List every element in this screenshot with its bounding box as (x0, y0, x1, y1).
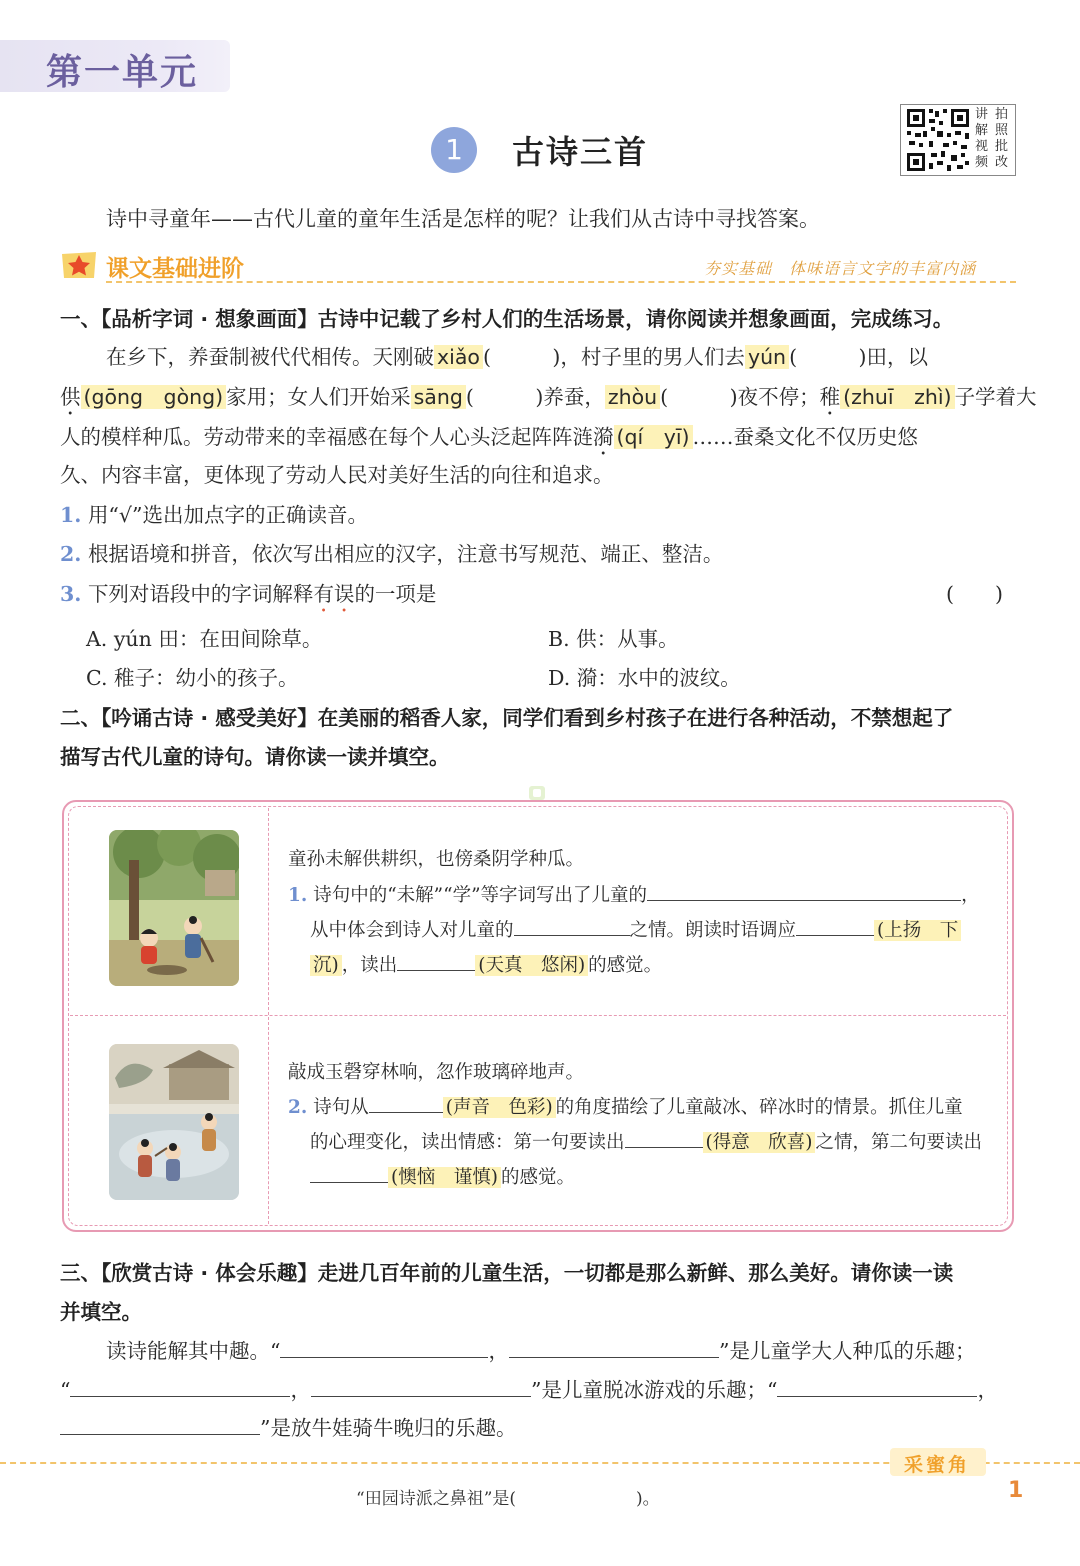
qr-label: 讲解视频 拍照批改 (975, 107, 1009, 170)
section-title: 课文基础进阶 (106, 256, 244, 282)
q2-heading-line-1: 二、【吟诵古诗 · 感受美好】在美丽的稻香人家，同学们看到乡村孩子在进行各种活动，不禁想起了 (60, 706, 954, 730)
illustration-planting (109, 830, 239, 986)
q2-heading-line-2: 描写古代儿童的诗句。请你读一读并填空。 (60, 745, 450, 769)
footer-tag-label: 采蜜角 (904, 1454, 971, 1476)
q3-heading-line-1: 三、【欣赏古诗 · 体会乐趣】走进几百年前的儿童生活，一切都是那么新鲜、那么美好。请你读一读 (60, 1261, 954, 1285)
q2-sub-1-line-1: 1. 诗句中的“未解”“学”等字词写出了儿童的 ， (288, 881, 980, 907)
q1-passage-line-2: 供 (gōng gòng) 家用；女人们开始采 sāng ( )养蚕， zhòu ( )夜不停；稚 (zhuī zhì) 子学着大 (60, 385, 1037, 409)
q2-sub-2-line-3: (懊恼 谨慎) 的感觉。 (310, 1163, 575, 1189)
q3-line-1: 读诗能解其中趣。“ ， ”是儿童学大人种瓜的乐趣； (106, 1334, 975, 1364)
q2-sub-2-line-1: 2. 诗句从 (声音 色彩) 的角度描绘了儿童敲冰、碎冰时的情景。抓住儿童 (288, 1093, 963, 1119)
page-number: 1 (1008, 1478, 1024, 1503)
q2-sub-1-line-3: 沉) ，读出 (天真 悠闲) 的感觉。 (310, 951, 662, 977)
option-c[interactable]: C. 稚子：幼小的孩子。 (86, 666, 299, 690)
poem-line-1: 童孙未解供耕织，也傍桑阴学种瓜。 (288, 849, 585, 870)
option-d[interactable]: D. 漪：水中的波纹。 (548, 666, 741, 690)
q3-heading-line-2: 并填空。 (60, 1300, 142, 1324)
q1-sub-2: 2. 根据语境和拼音，依次写出相应的汉字，注意书写规范、端正、整洁。 (60, 542, 724, 566)
intro-text: 诗中寻童年——古代儿童的童年生活是怎样的呢？让我们从古诗中寻找答案。 (106, 207, 820, 231)
poem-line-2: 敲成玉磬穿林响，忽作玻璃碎地声。 (288, 1062, 585, 1083)
q1-passage-line-3: 人的模样种瓜。劳动带来的幸福感在每个人心头泛起阵阵涟漪 (qí yī) ……蚕桑文化不仅历史悠 (60, 425, 919, 449)
illustration-ice (109, 1044, 239, 1200)
option-a[interactable]: A. yún 田：在田间除草。 (86, 627, 323, 651)
pinyin-yun: yún (745, 345, 789, 369)
q3-line-2: “ ， ”是儿童脱冰游戏的乐趣；“ ， (60, 1373, 998, 1403)
qr-code-icon (905, 107, 971, 173)
answer-paren[interactable]: ( ) (946, 582, 1003, 606)
lesson-number-badge: 1 (431, 127, 477, 173)
q1-passage-line-4: 久、内容丰富，更体现了劳动人民对美好生活的向往和追求。 (60, 463, 614, 487)
q1-sub-3: 3. 下列对语段中的字词解释有误的一项是 (60, 582, 437, 606)
q3-line-3: ”是放牛娃骑牛晚归的乐趣。 (60, 1411, 516, 1441)
poem-box-divider-vertical (268, 808, 269, 1224)
section-divider (106, 281, 1016, 283)
section-subtitle: 夯实基础 体味语言文字的丰富内涵 (704, 259, 977, 278)
option-b[interactable]: B. 供：从事。 (548, 627, 679, 651)
q2-sub-1-line-2: 从中体会到诗人对儿童的 之情。朗读时语调应 (上扬 下 (310, 916, 961, 942)
clip-icon (526, 784, 548, 804)
q1-passage-line-1: 在乡下，养蚕制被代代相传。天刚破 xiǎo ( )，村子里的男人们去 yún ( )田，以 (106, 345, 929, 369)
q1-heading: 一、【品析字词 · 想象画面】古诗中记载了乡村人们的生活场景，请你阅读并想象画面，完成练习。 (60, 307, 954, 331)
footer-question: “田园诗派之鼻祖”是( )。 (356, 1489, 660, 1509)
q2-sub-2-line-2: 的心理变化，读出情感：第一句要读出 (得意 欣喜) 之情，第二句要读出 (310, 1128, 982, 1154)
star-icon (60, 250, 98, 280)
lesson-title: 古诗三首 (512, 133, 649, 171)
q1-sub-1: 1. 用“√”选出加点字的正确读音。 (60, 503, 368, 527)
unit-title: 第一单元 (46, 52, 199, 93)
pinyin-xiao: xiǎo (434, 345, 483, 369)
poem-box-divider-horizontal (70, 1015, 1006, 1016)
qr-code-box[interactable] (900, 104, 1016, 176)
